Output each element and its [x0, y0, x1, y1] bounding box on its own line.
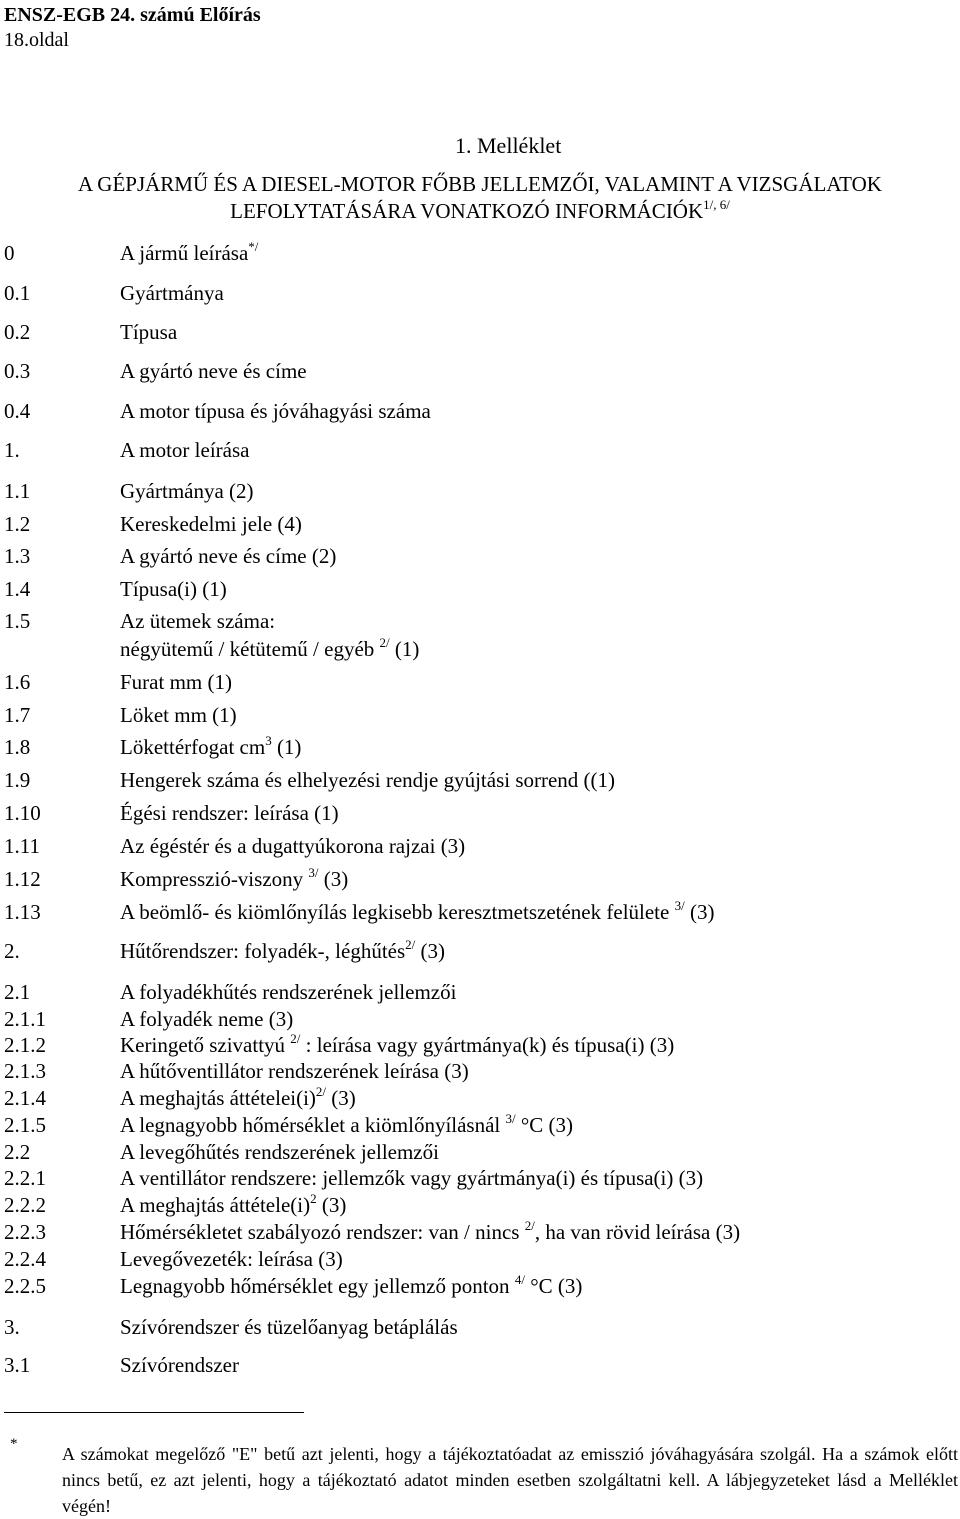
item-text — [120, 241, 258, 265]
item-number: 2.2.5 — [4, 1274, 46, 1298]
item-text — [120, 939, 445, 963]
item-text-part: A gyártó neve és címe — [120, 359, 307, 383]
item-number: 0.1 — [4, 281, 31, 305]
item-number: 1.5 — [4, 609, 31, 633]
item-text — [120, 544, 336, 568]
item-text-part: Kereskedelmi jele (4) — [120, 512, 302, 536]
item-number: 2.1.5 — [4, 1113, 46, 1137]
item-text-part: A legnagyobb hőmérséklet a kiömlőnyílásnál — [120, 1113, 506, 1137]
item-number: 1.6 — [4, 670, 31, 694]
item-text-part: A beömlő- és kiömlőnyílás legkisebb keresztmetszetének felülete — [120, 900, 675, 924]
footnote-ref: 2 — [310, 1191, 317, 1206]
item-number: 1.8 — [4, 735, 31, 759]
item-text-part: °C (3) — [524, 1274, 583, 1298]
item-text-part: Lökettérfogat cm — [120, 735, 266, 759]
item-text — [120, 609, 275, 633]
item-text — [120, 834, 465, 858]
footnote-mark: * — [10, 1436, 18, 1452]
item-text-part: A levegőhűtés rendszerének jellemzői — [120, 1140, 439, 1164]
item-number: 2.2.2 — [4, 1193, 46, 1217]
item-text-part: Típusa — [120, 320, 178, 344]
footnote-ref: 3/ — [308, 865, 319, 880]
document-title-line-1: A GÉPJÁRMŰ ÉS A DIESEL-MOTOR FŐBB JELLEMZŐI, VALAMINT A VIZSGÁLATOK — [78, 172, 882, 196]
item-text-part: A folyadékhűtés rendszerének jellemzői — [120, 980, 457, 1004]
item-number: 2.1.2 — [4, 1033, 46, 1057]
item-text-part: Az égéstér és a dugattyúkorona rajzai (3) — [120, 834, 466, 858]
item-number: 0.3 — [4, 359, 31, 383]
footnote-ref: 2/ — [290, 1031, 301, 1046]
item-number: 1.4 — [4, 577, 31, 601]
footnote-ref: 2/ — [405, 937, 416, 952]
document-title-line-2 — [0, 199, 960, 224]
footnote-ref: 4/ — [514, 1272, 525, 1287]
item-text-part: (3) — [326, 1086, 356, 1110]
item-text — [120, 577, 227, 601]
footnote-text: A számokat megelőző "E" betű azt jelenti, hogy a tájékoztatóadat az emisszió jóváhagyására szolgál. Ha a számok előtt nincs betű, ez azt jelenti, hogy a tájékoztató adatot minden esetben szolgáltatni kell. A lábjegyzeteket lásd a Melléklet végén! — [62, 1444, 958, 1516]
item-number: 2.2.1 — [4, 1166, 46, 1190]
item-number: 2. — [4, 939, 20, 963]
item-text — [120, 703, 237, 727]
item-number: 1.3 — [4, 544, 31, 568]
item-number: 1.1 — [4, 479, 31, 503]
item-text — [120, 1113, 573, 1137]
item-text-part: °C (3) — [515, 1113, 574, 1137]
item-text-part: Gyártmánya — [120, 281, 224, 305]
item-text — [120, 1274, 582, 1298]
footnote-ref: 2/ — [524, 1218, 535, 1233]
item-number: 2.1.3 — [4, 1059, 46, 1083]
footnote-ref: 3/ — [505, 1111, 516, 1126]
footnote-ref: 3/ — [674, 898, 685, 913]
item-text — [120, 1166, 703, 1190]
item-text-part: A ventillátor rendszere: jellemzők vagy gyártmánya(i) és típusa(i) (3) — [120, 1166, 704, 1190]
item-number: 1.13 — [4, 900, 41, 924]
item-number: 2.2.3 — [4, 1220, 46, 1244]
item-text-part: Kompresszió-viszony — [120, 867, 309, 891]
item-text-part: Löket mm (1) — [120, 703, 237, 727]
item-text-part: Típusa(i) (1) — [120, 577, 227, 601]
item-text — [120, 1033, 674, 1057]
item-number: 1. — [4, 438, 20, 462]
item-text-part: A folyadék neme (3) — [120, 1007, 294, 1031]
item-number: 3. — [4, 1315, 20, 1339]
item-text-part: A meghajtás áttétele(i) — [120, 1193, 311, 1217]
item-text — [120, 1220, 740, 1244]
item-number: 2.1 — [4, 980, 31, 1004]
item-text-part: , ha van rövid leírása (3) — [534, 1220, 741, 1244]
item-number: 1.2 — [4, 512, 31, 536]
item-text-part: A hűtőventillátor rendszerének leírása (3) — [120, 1059, 469, 1083]
item-text — [120, 359, 307, 383]
item-text — [120, 320, 177, 344]
item-text — [120, 1007, 293, 1031]
footnote-ref: 2/ — [379, 635, 390, 650]
item-text — [120, 438, 249, 462]
item-number: 2.2 — [4, 1140, 31, 1164]
item-text-part: : leírása vagy gyártmánya(k) és típusa(i) (3) — [300, 1033, 675, 1057]
title-line-2-text: LEFOLYTATÁSÁRA VONATKOZÓ INFORMÁCIÓK — [230, 199, 704, 223]
item-number: 1.9 — [4, 768, 31, 792]
item-text — [120, 1086, 356, 1110]
item-text-part: (1) — [389, 637, 420, 661]
item-text-part: A motor típusa és jóváhagyási száma — [120, 399, 431, 423]
item-text — [120, 801, 339, 825]
item-number: 2.1.4 — [4, 1086, 46, 1110]
item-text — [120, 900, 714, 924]
item-text — [120, 1193, 346, 1217]
item-text — [120, 867, 348, 891]
item-number: 0.4 — [4, 399, 31, 423]
item-text — [120, 1140, 439, 1164]
item-text-part: Legnagyobb hőmérséklet egy jellemző ponton — [120, 1274, 515, 1298]
item-text-part: Az ütemek száma: — [120, 609, 276, 633]
item-number: 2.1.1 — [4, 1007, 46, 1031]
item-text-part: Hengerek száma és elhelyezési rendje gyújtási sorrend ((1) — [120, 768, 616, 792]
item-text — [120, 1059, 469, 1083]
item-text-part: Szívórendszer és tüzelőanyag betáplálás — [120, 1315, 458, 1339]
item-text-part: (3) — [316, 1193, 347, 1217]
item-number: 0.2 — [4, 320, 31, 344]
item-text — [120, 1315, 458, 1339]
item-text — [120, 479, 254, 503]
item-text — [120, 281, 224, 305]
item-text-part: A motor leírása — [120, 438, 250, 462]
item-text-part: Levegővezeték: leírása (3) — [120, 1247, 343, 1271]
item-text — [120, 768, 615, 792]
item-text — [120, 637, 419, 661]
item-text-part: Gyártmánya (2) — [120, 479, 254, 503]
footnote-ref: 2/ — [315, 1084, 327, 1099]
item-number: 1.10 — [4, 801, 41, 825]
item-text — [120, 735, 301, 759]
item-text-part: A gyártó neve és címe (2) — [120, 544, 337, 568]
item-number: 2.2.4 — [4, 1247, 46, 1271]
item-text — [120, 512, 302, 536]
item-text — [120, 980, 456, 1004]
item-number: 1.11 — [4, 834, 40, 858]
item-text — [120, 670, 232, 694]
item-text-part: A jármű leírása — [120, 241, 249, 265]
regulation-header: ENSZ-EGB 24. számú Előírás — [4, 4, 261, 26]
item-number: 0 — [4, 241, 15, 265]
item-number: 3.1 — [4, 1353, 31, 1377]
item-text-part: Hűtőrendszer: folyadék-, léghűtés — [120, 939, 406, 963]
item-text-part: (3) — [415, 939, 446, 963]
item-text-part: Furat mm (1) — [120, 670, 232, 694]
item-text-part: (1) — [271, 735, 302, 759]
item-number: 1.7 — [4, 703, 31, 727]
item-number: 1.12 — [4, 867, 41, 891]
item-text-part: (3) — [318, 867, 349, 891]
item-text-part: Szívórendszer — [120, 1353, 239, 1377]
item-text-part: Keringető szivattyú — [120, 1033, 291, 1057]
item-text-part: négyütemű / kétütemű / egyéb — [120, 637, 380, 661]
item-text — [120, 1247, 343, 1271]
title-footnote-ref: 1/, 6/ — [703, 197, 730, 212]
item-text-part: A meghajtás áttételei(i) — [120, 1086, 316, 1110]
item-text-part: Égési rendszer: leírása (1) — [120, 801, 339, 825]
item-text-part: (3) — [684, 900, 715, 924]
footnote-ref: */ — [248, 239, 259, 254]
page-number: 18.oldal — [4, 29, 69, 51]
footnote-ref: 3 — [265, 733, 272, 748]
footnote-separator — [4, 1412, 304, 1413]
item-text — [120, 1353, 239, 1377]
annex-label: 1. Melléklet — [455, 133, 562, 158]
item-text — [120, 399, 431, 423]
item-text-part: Hőmérsékletet szabályozó rendszer: van / nincs — [120, 1220, 525, 1244]
